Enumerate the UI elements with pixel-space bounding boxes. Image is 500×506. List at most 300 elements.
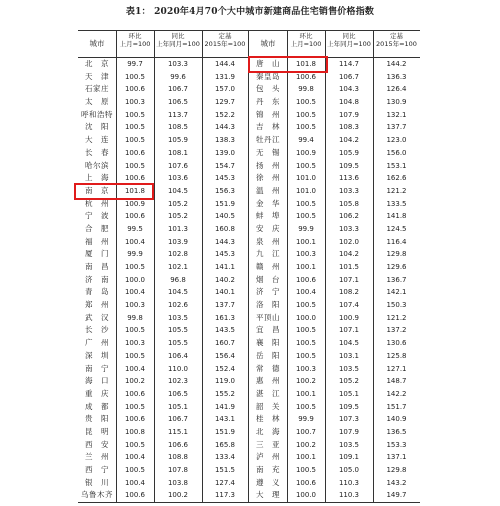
header-yoy-left [154,31,202,57]
right-city-cell: 温 州 [256,185,280,195]
left-base-cell: 144.4 [214,60,236,68]
right-yoy-cell: 103.5 [338,440,360,449]
table-row [78,248,420,261]
left-city-cell: 郑 州 [85,300,109,310]
left-base-cell: 161.3 [214,313,236,322]
right-mom-cell: 99.8 [298,85,314,94]
table-row [78,375,420,388]
table-row [78,160,420,173]
column-divider [202,31,203,502]
right-city-cell: 秦皇岛 [256,71,280,81]
table-row [78,274,420,287]
left-base-cell: 156.4 [214,351,236,360]
right-mom-cell: 99.9 [298,224,314,233]
left-city-cell: 济 南 [85,274,109,284]
left-mom-cell: 99.7 [127,60,143,68]
left-city-cell: 青 岛 [85,287,109,297]
table-body [78,58,420,502]
header-mom-sub: 上月=100 [119,40,151,48]
right-yoy-cell: 107.9 [338,427,360,436]
left-yoy-cell: 105.1 [167,402,189,411]
left-mom-cell: 100.5 [124,136,146,145]
left-mom-cell: 100.6 [124,85,146,94]
left-yoy-cell: 105.2 [167,212,189,221]
left-yoy-cell: 102.1 [167,263,189,271]
right-yoy-cell: 106.2 [338,212,360,221]
right-base-cell: 126.4 [386,85,407,94]
left-yoy-cell: 103.9 [167,237,189,246]
left-base-cell: 137.7 [214,301,236,310]
left-base-cell: 160.7 [214,339,236,348]
table-row [78,477,420,490]
left-yoy-cell: 105.5 [167,326,189,335]
right-yoy-cell: 109.5 [338,161,360,170]
left-mom-cell: 100.4 [124,364,146,373]
left-base-cell: 165.8 [214,440,236,449]
right-mom-cell: 100.2 [295,377,317,386]
highlight-box-tangshan [248,56,328,73]
table-row [78,134,420,147]
right-city-cell: 唐 山 [256,59,280,68]
right-mom-cell: 100.9 [295,148,317,157]
left-mom-cell: 100.4 [124,453,146,462]
left-city-cell: 福 州 [85,236,109,246]
right-yoy-cell: 104.3 [338,85,360,94]
table-row [78,489,420,502]
right-mom-cell: 100.2 [295,440,317,449]
right-city-cell: 包 头 [256,84,280,94]
right-city-cell: 洛 阳 [256,300,280,310]
right-mom-cell: 100.5 [295,212,317,221]
header-yoy-right [325,31,373,57]
right-base-cell: 121.2 [386,186,407,195]
left-base-cell: 127.4 [214,478,236,487]
left-city-cell: 重 庆 [85,388,109,398]
left-city-cell: 深 圳 [85,350,109,360]
left-city-cell: 西 安 [85,439,109,449]
left-yoy-cell: 99.6 [170,72,186,81]
table-row [78,439,420,452]
right-city-cell: 九 江 [256,249,280,259]
right-mom-cell: 100.1 [295,263,317,271]
right-yoy-cell: 105.8 [338,199,360,208]
left-base-cell: 140.2 [214,275,236,284]
left-city-cell: 杭 州 [85,198,109,208]
header-city-left: 城市 [89,39,105,48]
right-yoy-cell: 110.3 [338,491,360,500]
left-yoy-cell: 110.0 [167,364,189,373]
right-city-cell: 遵 义 [256,477,280,487]
right-base-cell: 130.6 [386,339,407,348]
right-city-cell: 惠 州 [256,376,280,386]
right-city-cell: 丹 东 [256,97,280,107]
left-city-cell: 石家庄 [85,84,109,94]
header-base-top: 定基 [218,32,232,40]
right-yoy-cell: 109.1 [338,453,360,462]
left-mom-cell: 100.5 [124,440,146,449]
right-yoy-cell: 110.3 [338,478,360,487]
right-city-cell: 大 理 [256,490,280,500]
column-divider [287,31,288,502]
left-base-cell: 139.0 [214,148,236,157]
right-yoy-cell: 107.4 [338,301,360,310]
right-base-cell: 137.1 [386,453,407,462]
left-yoy-cell: 105.2 [167,199,189,208]
left-base-cell: 151.9 [214,427,236,436]
left-yoy-cell: 102.8 [167,250,189,259]
table-row [78,223,420,236]
left-base-cell: 154.7 [214,161,236,170]
right-base-cell: 140.9 [386,415,407,424]
left-mom-cell: 100.3 [124,301,146,310]
left-yoy-cell: 101.3 [167,224,189,233]
right-mom-cell: 101.8 [295,60,317,68]
right-mom-cell: 101.0 [295,186,317,195]
header-yoy-top: 同比 [342,32,356,40]
left-base-cell: 144.3 [214,237,236,246]
left-base-cell: 151.5 [214,466,236,474]
right-city-cell: 平顶山 [256,312,280,322]
right-yoy-cell: 107.9 [338,110,360,119]
header-base-right [373,31,420,57]
right-base-cell: 137.7 [386,123,407,132]
right-mom-cell: 100.5 [295,199,317,208]
left-city-cell: 广 州 [85,338,109,348]
left-base-cell: 144.3 [214,123,236,132]
table-row [78,312,420,325]
left-city-cell: 南 宁 [85,363,109,373]
left-base-cell: 133.4 [214,453,236,462]
header-mom-top: 环比 [128,32,142,40]
left-yoy-cell: 108.5 [167,123,189,132]
right-base-cell: 133.5 [386,199,407,208]
left-mom-cell: 100.3 [124,98,146,107]
left-base-cell: 157.0 [214,85,236,94]
right-yoy-cell: 107.1 [338,326,360,335]
right-yoy-cell: 105.1 [338,389,360,398]
right-yoy-cell: 105.9 [338,148,360,157]
left-base-cell: 141.9 [214,402,236,411]
left-yoy-cell: 96.8 [170,275,186,284]
header-mom-left [116,31,154,57]
column-divider [116,31,117,502]
table-row [78,426,420,439]
table-row [78,324,420,337]
right-city-cell: 北 海 [256,426,280,436]
right-yoy-cell: 101.5 [338,263,360,271]
table-row [78,261,420,274]
right-city-cell: 无 锡 [256,147,280,157]
right-mom-cell: 100.3 [295,364,317,373]
left-base-cell: 160.8 [214,224,236,233]
left-mom-cell: 100.5 [124,402,146,411]
table-row [78,286,420,299]
table-title: 表1： 2020年4月70个大中城市新建商品住宅销售价格指数 [125,7,375,17]
left-city-cell: 合 肥 [85,223,109,233]
right-mom-cell: 100.6 [295,275,317,284]
left-yoy-cell: 106.5 [167,98,189,107]
left-city-cell: 太 原 [85,97,109,107]
right-base-cell: 132.1 [386,110,407,119]
column-divider [248,31,249,502]
right-base-cell: 156.0 [386,148,407,157]
right-city-cell: 泉 州 [256,236,280,246]
left-yoy-cell: 100.2 [167,491,189,500]
right-city-cell: 三 亚 [256,439,280,449]
left-base-cell: 156.3 [214,186,236,195]
right-base-cell: 151.7 [386,402,407,411]
right-yoy-cell: 113.6 [338,174,360,183]
header-base-left [202,31,248,57]
left-base-cell: 145.3 [214,250,236,259]
header-yoy-sub: 上年同月=100 [156,40,200,48]
column-divider [154,31,155,502]
right-base-cell: 136.5 [386,427,407,436]
left-city-cell: 哈尔滨 [85,160,109,170]
left-mom-cell: 100.5 [124,161,146,170]
header-city-right: 城市 [260,39,276,48]
right-yoy-cell: 104.2 [338,136,360,145]
right-mom-cell: 100.4 [295,288,317,297]
table-row [78,451,420,464]
left-base-cell: 145.3 [214,174,236,183]
left-mom-cell: 100.5 [124,466,146,474]
left-mom-cell: 99.9 [127,250,143,259]
left-city-cell: 厦 门 [85,249,109,259]
left-mom-cell: 100.0 [124,275,146,284]
right-mom-cell: 100.6 [295,72,317,81]
right-mom-cell: 100.5 [295,351,317,360]
right-yoy-cell: 103.3 [338,186,360,195]
table-row [78,413,420,426]
left-yoy-cell: 115.1 [167,427,189,436]
right-mom-cell: 100.5 [295,402,317,411]
right-yoy-cell: 102.0 [338,237,360,246]
left-city-cell: 海 口 [85,376,109,386]
table-row [78,96,420,109]
left-yoy-cell: 113.7 [167,110,189,119]
header-base-sub: 2015年=100 [204,40,246,48]
left-mom-cell: 100.5 [124,72,146,81]
right-mom-cell: 100.5 [295,326,317,335]
left-city-cell: 沈 阳 [85,122,109,132]
right-base-cell: 144.2 [386,60,407,68]
left-mom-cell: 100.6 [124,389,146,398]
right-mom-cell: 100.1 [295,389,317,398]
left-base-cell: 129.7 [214,98,236,107]
left-mom-cell: 100.5 [124,263,146,271]
left-mom-cell: 100.6 [124,174,146,183]
right-base-cell: 149.7 [386,491,407,500]
right-mom-cell: 100.5 [295,98,317,107]
right-mom-cell: 101.0 [295,174,317,183]
right-base-cell: 142.1 [386,288,407,297]
right-mom-cell: 100.5 [295,161,317,170]
left-yoy-cell: 106.5 [167,389,189,398]
left-yoy-cell: 103.6 [167,174,189,183]
right-base-cell: 136.3 [386,72,407,81]
left-mom-cell: 101.8 [124,186,146,195]
right-city-cell: 金 华 [256,198,280,208]
column-divider [325,31,326,502]
right-city-cell: 赣 州 [256,262,280,271]
right-yoy-cell: 108.3 [338,123,360,132]
right-base-cell: 129.8 [386,466,407,474]
right-yoy-cell: 105.2 [338,377,360,386]
right-city-cell: 湛 江 [256,388,280,398]
table-row [78,299,420,312]
right-base-cell: 125.8 [386,351,407,360]
left-base-cell: 138.3 [214,136,236,145]
left-yoy-cell: 106.6 [167,440,189,449]
right-base-cell: 136.7 [386,275,407,284]
left-city-cell: 贵 阳 [85,414,109,424]
left-yoy-cell: 103.8 [167,478,189,487]
right-base-cell: 141.8 [386,212,407,221]
left-base-cell: 152.4 [214,364,236,373]
left-city-cell: 兰 州 [85,452,109,462]
price-index-table [78,30,420,503]
left-mom-cell: 100.6 [124,148,146,157]
left-mom-cell: 100.6 [124,212,146,221]
right-city-cell: 吉 林 [256,122,280,132]
right-yoy-cell: 107.1 [338,275,360,284]
left-base-cell: 131.9 [214,72,236,81]
table-row [78,350,420,363]
right-city-cell: 扬 州 [256,160,280,170]
highlight-box-nanjing [74,183,154,200]
right-yoy-cell: 103.5 [338,364,360,373]
left-city-cell: 昆 明 [85,426,109,436]
left-city-cell: 北 京 [85,59,109,68]
right-base-cell: 143.2 [386,478,407,487]
left-city-cell: 呼和浩特 [81,109,113,119]
left-yoy-cell: 106.4 [167,351,189,360]
right-mom-cell: 100.6 [295,478,317,487]
right-city-cell: 锦 州 [256,109,280,119]
right-base-cell: 153.3 [386,440,407,449]
table-row [78,210,420,223]
right-yoy-cell: 106.7 [338,72,360,81]
right-city-cell: 泸 州 [256,452,280,462]
right-city-cell: 襄 阳 [256,338,280,348]
table-row [78,121,420,134]
left-mom-cell: 99.8 [127,313,143,322]
left-base-cell: 140.5 [214,212,236,221]
right-base-cell: 130.9 [386,98,407,107]
header-mom-sub: 上月=100 [290,40,322,48]
left-city-cell: 南 昌 [85,262,109,271]
table-row [78,83,420,96]
left-mom-cell: 100.2 [124,377,146,386]
right-mom-cell: 100.7 [295,427,317,436]
right-city-cell: 桂 林 [256,414,280,424]
right-city-cell: 蚌 埠 [256,211,280,221]
right-base-cell: 121.2 [386,313,407,322]
right-city-cell: 岳 阳 [256,350,280,360]
table-row [78,401,420,414]
left-city-cell: 上 海 [85,173,109,183]
right-mom-cell: 100.5 [295,301,317,310]
left-city-cell: 成 都 [85,401,109,411]
right-yoy-cell: 105.0 [338,466,360,474]
left-city-cell: 大 连 [85,135,109,145]
left-mom-cell: 100.3 [124,339,146,348]
left-yoy-cell: 104.5 [167,186,189,195]
right-city-cell: 安 庆 [256,223,280,233]
left-yoy-cell: 104.5 [167,288,189,297]
right-base-cell: 137.2 [386,326,407,335]
left-mom-cell: 100.4 [124,237,146,246]
right-yoy-cell: 104.2 [338,250,360,259]
right-mom-cell: 100.0 [295,313,317,322]
table-row [78,363,420,376]
left-city-cell: 武 汉 [85,312,109,322]
right-city-cell: 南 充 [256,465,280,474]
right-base-cell: 123.0 [386,136,407,145]
right-base-cell: 162.6 [386,174,407,183]
table-row [78,464,420,477]
right-mom-cell: 100.1 [295,453,317,462]
right-yoy-cell: 100.9 [338,313,360,322]
right-mom-cell: 100.0 [295,491,317,500]
table-header-row [78,31,420,58]
right-mom-cell: 100.3 [295,250,317,259]
table-row [78,109,420,122]
left-mom-cell: 99.5 [127,224,143,233]
left-city-cell: 长 春 [85,147,109,157]
left-city-cell: 宁 波 [85,211,109,221]
left-city-cell: 南 京 [85,185,109,195]
left-yoy-cell: 107.8 [167,466,189,474]
header-mom-top: 环比 [299,32,313,40]
left-mom-cell: 100.5 [124,326,146,335]
right-mom-cell: 100.1 [295,237,317,246]
header-base-sub: 2015年=100 [376,40,417,48]
right-yoy-cell: 104.5 [338,339,360,348]
right-base-cell: 129.6 [386,263,407,271]
left-city-cell: 乌鲁木齐 [81,490,113,500]
left-base-cell: 152.2 [214,110,236,119]
right-base-cell: 142.2 [386,389,407,398]
right-yoy-cell: 104.8 [338,98,360,107]
left-mom-cell: 100.5 [124,123,146,132]
left-yoy-cell: 107.6 [167,161,189,170]
left-base-cell: 119.0 [214,377,236,386]
right-mom-cell: 100.5 [295,339,317,348]
left-yoy-cell: 108.1 [167,148,189,157]
left-yoy-cell: 102.6 [167,301,189,310]
header-mom-right [287,31,325,57]
left-mom-cell: 100.9 [124,199,146,208]
right-base-cell: 124.5 [386,224,407,233]
right-yoy-cell: 103.1 [338,351,360,360]
right-yoy-cell: 108.2 [338,288,360,297]
left-mom-cell: 100.5 [124,110,146,119]
left-base-cell: 151.9 [214,199,236,208]
table-row [78,147,420,160]
right-mom-cell: 99.9 [298,415,314,424]
left-yoy-cell: 105.5 [167,339,189,348]
left-mom-cell: 100.8 [124,427,146,436]
right-yoy-cell: 114.7 [338,60,360,68]
left-base-cell: 143.5 [214,326,236,335]
right-base-cell: 127.1 [386,364,407,373]
left-city-cell: 西 宁 [85,465,109,474]
left-city-cell: 银 川 [85,477,109,487]
left-yoy-cell: 106.7 [167,415,189,424]
right-city-cell: 常 德 [256,363,280,373]
